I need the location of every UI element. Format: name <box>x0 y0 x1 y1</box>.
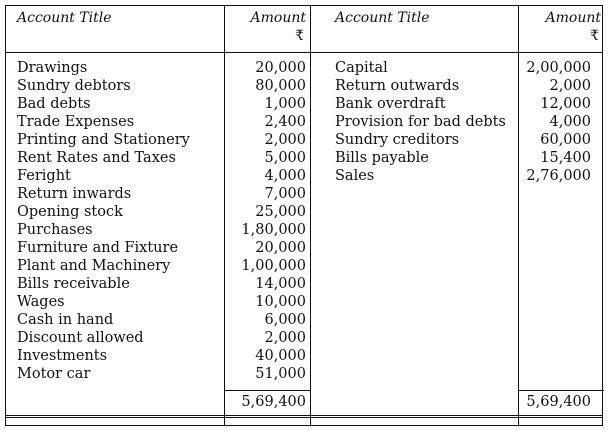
debit-title: Rent Rates and Taxes <box>17 150 176 166</box>
debit-titles-list <box>17 59 222 383</box>
trial-balance-table <box>5 5 603 426</box>
debit-title: Feright <box>17 168 71 184</box>
credit-amount: 2,000 <box>549 78 591 94</box>
credit-titles-list <box>335 59 517 185</box>
credit-title: Sundry creditors <box>335 132 460 148</box>
debit-amount: 14,000 <box>255 276 306 292</box>
debit-title: Motor car <box>17 366 91 382</box>
debit-amount: 2,000 <box>264 330 306 346</box>
credit-amount: 12,000 <box>540 96 591 112</box>
right-rupee-icon: ₹ <box>590 28 599 44</box>
debit-amount: 25,000 <box>255 204 306 220</box>
right-account-title-header: Account Title <box>335 10 430 26</box>
debit-title: Cash in hand <box>17 312 114 328</box>
credit-title: Capital <box>335 60 388 76</box>
debit-title: Return inwards <box>17 186 132 202</box>
debit-total-rule <box>224 390 310 391</box>
debit-title: Wages <box>17 294 65 310</box>
debit-amount: 2,400 <box>264 114 306 130</box>
credit-amount: 4,000 <box>549 114 591 130</box>
debit-amount: 1,00,000 <box>241 258 306 274</box>
debit-amount: 20,000 <box>255 240 306 256</box>
debit-amount: 10,000 <box>255 294 306 310</box>
left-account-title-header: Account Title <box>17 10 112 26</box>
debit-total: 5,69,400 <box>241 394 306 410</box>
credit-amounts-list <box>518 59 591 185</box>
debit-title: Purchases <box>17 222 93 238</box>
column-divider <box>310 6 311 425</box>
credit-title: Bills payable <box>335 150 429 166</box>
credit-amount: 2,00,000 <box>526 60 591 76</box>
debit-amount: 40,000 <box>255 348 306 364</box>
debit-amount: 4,000 <box>264 168 306 184</box>
credit-amount: 2,76,000 <box>526 168 591 184</box>
debit-title: Plant and Machinery <box>17 258 171 274</box>
credit-total-rule <box>518 390 604 391</box>
debit-amount: 2,000 <box>264 132 306 148</box>
debit-title: Furniture and Fixture <box>17 240 179 256</box>
credit-title: Sales <box>335 168 375 184</box>
debit-title: Investments <box>17 348 108 364</box>
credit-amount: 60,000 <box>540 132 591 148</box>
credit-amount: 15,400 <box>540 150 591 166</box>
debit-title: Bad debts <box>17 96 91 112</box>
debit-amounts-list <box>224 59 306 383</box>
debit-amount: 80,000 <box>255 78 306 94</box>
debit-amount: 1,80,000 <box>241 222 306 238</box>
credit-title: Provision for bad debts <box>335 114 506 130</box>
debit-amount: 20,000 <box>255 60 306 76</box>
debit-amount: 5,000 <box>264 150 306 166</box>
credit-title: Return outwards <box>335 78 460 94</box>
left-rupee-icon: ₹ <box>295 28 304 44</box>
left-amount-header: Amount <box>250 10 306 26</box>
credit-total: 5,69,400 <box>526 394 591 410</box>
debit-title: Printing and Stationery <box>17 132 190 148</box>
credit-title: Bank overdraft <box>335 96 446 112</box>
debit-title: Opening stock <box>17 204 123 220</box>
debit-amount: 1,000 <box>264 96 306 112</box>
debit-title: Trade Expenses <box>17 114 135 130</box>
debit-amount: 7,000 <box>264 186 306 202</box>
debit-title: Bills receivable <box>17 276 130 292</box>
right-amount-header: Amount <box>545 10 601 26</box>
debit-amount: 6,000 <box>264 312 306 328</box>
debit-title: Sundry debtors <box>17 78 131 94</box>
debit-amount: 51,000 <box>255 366 306 382</box>
header-rule <box>6 52 602 53</box>
closing-double-rule <box>6 415 602 418</box>
debit-title: Drawings <box>17 60 88 76</box>
debit-title: Discount allowed <box>17 330 144 346</box>
